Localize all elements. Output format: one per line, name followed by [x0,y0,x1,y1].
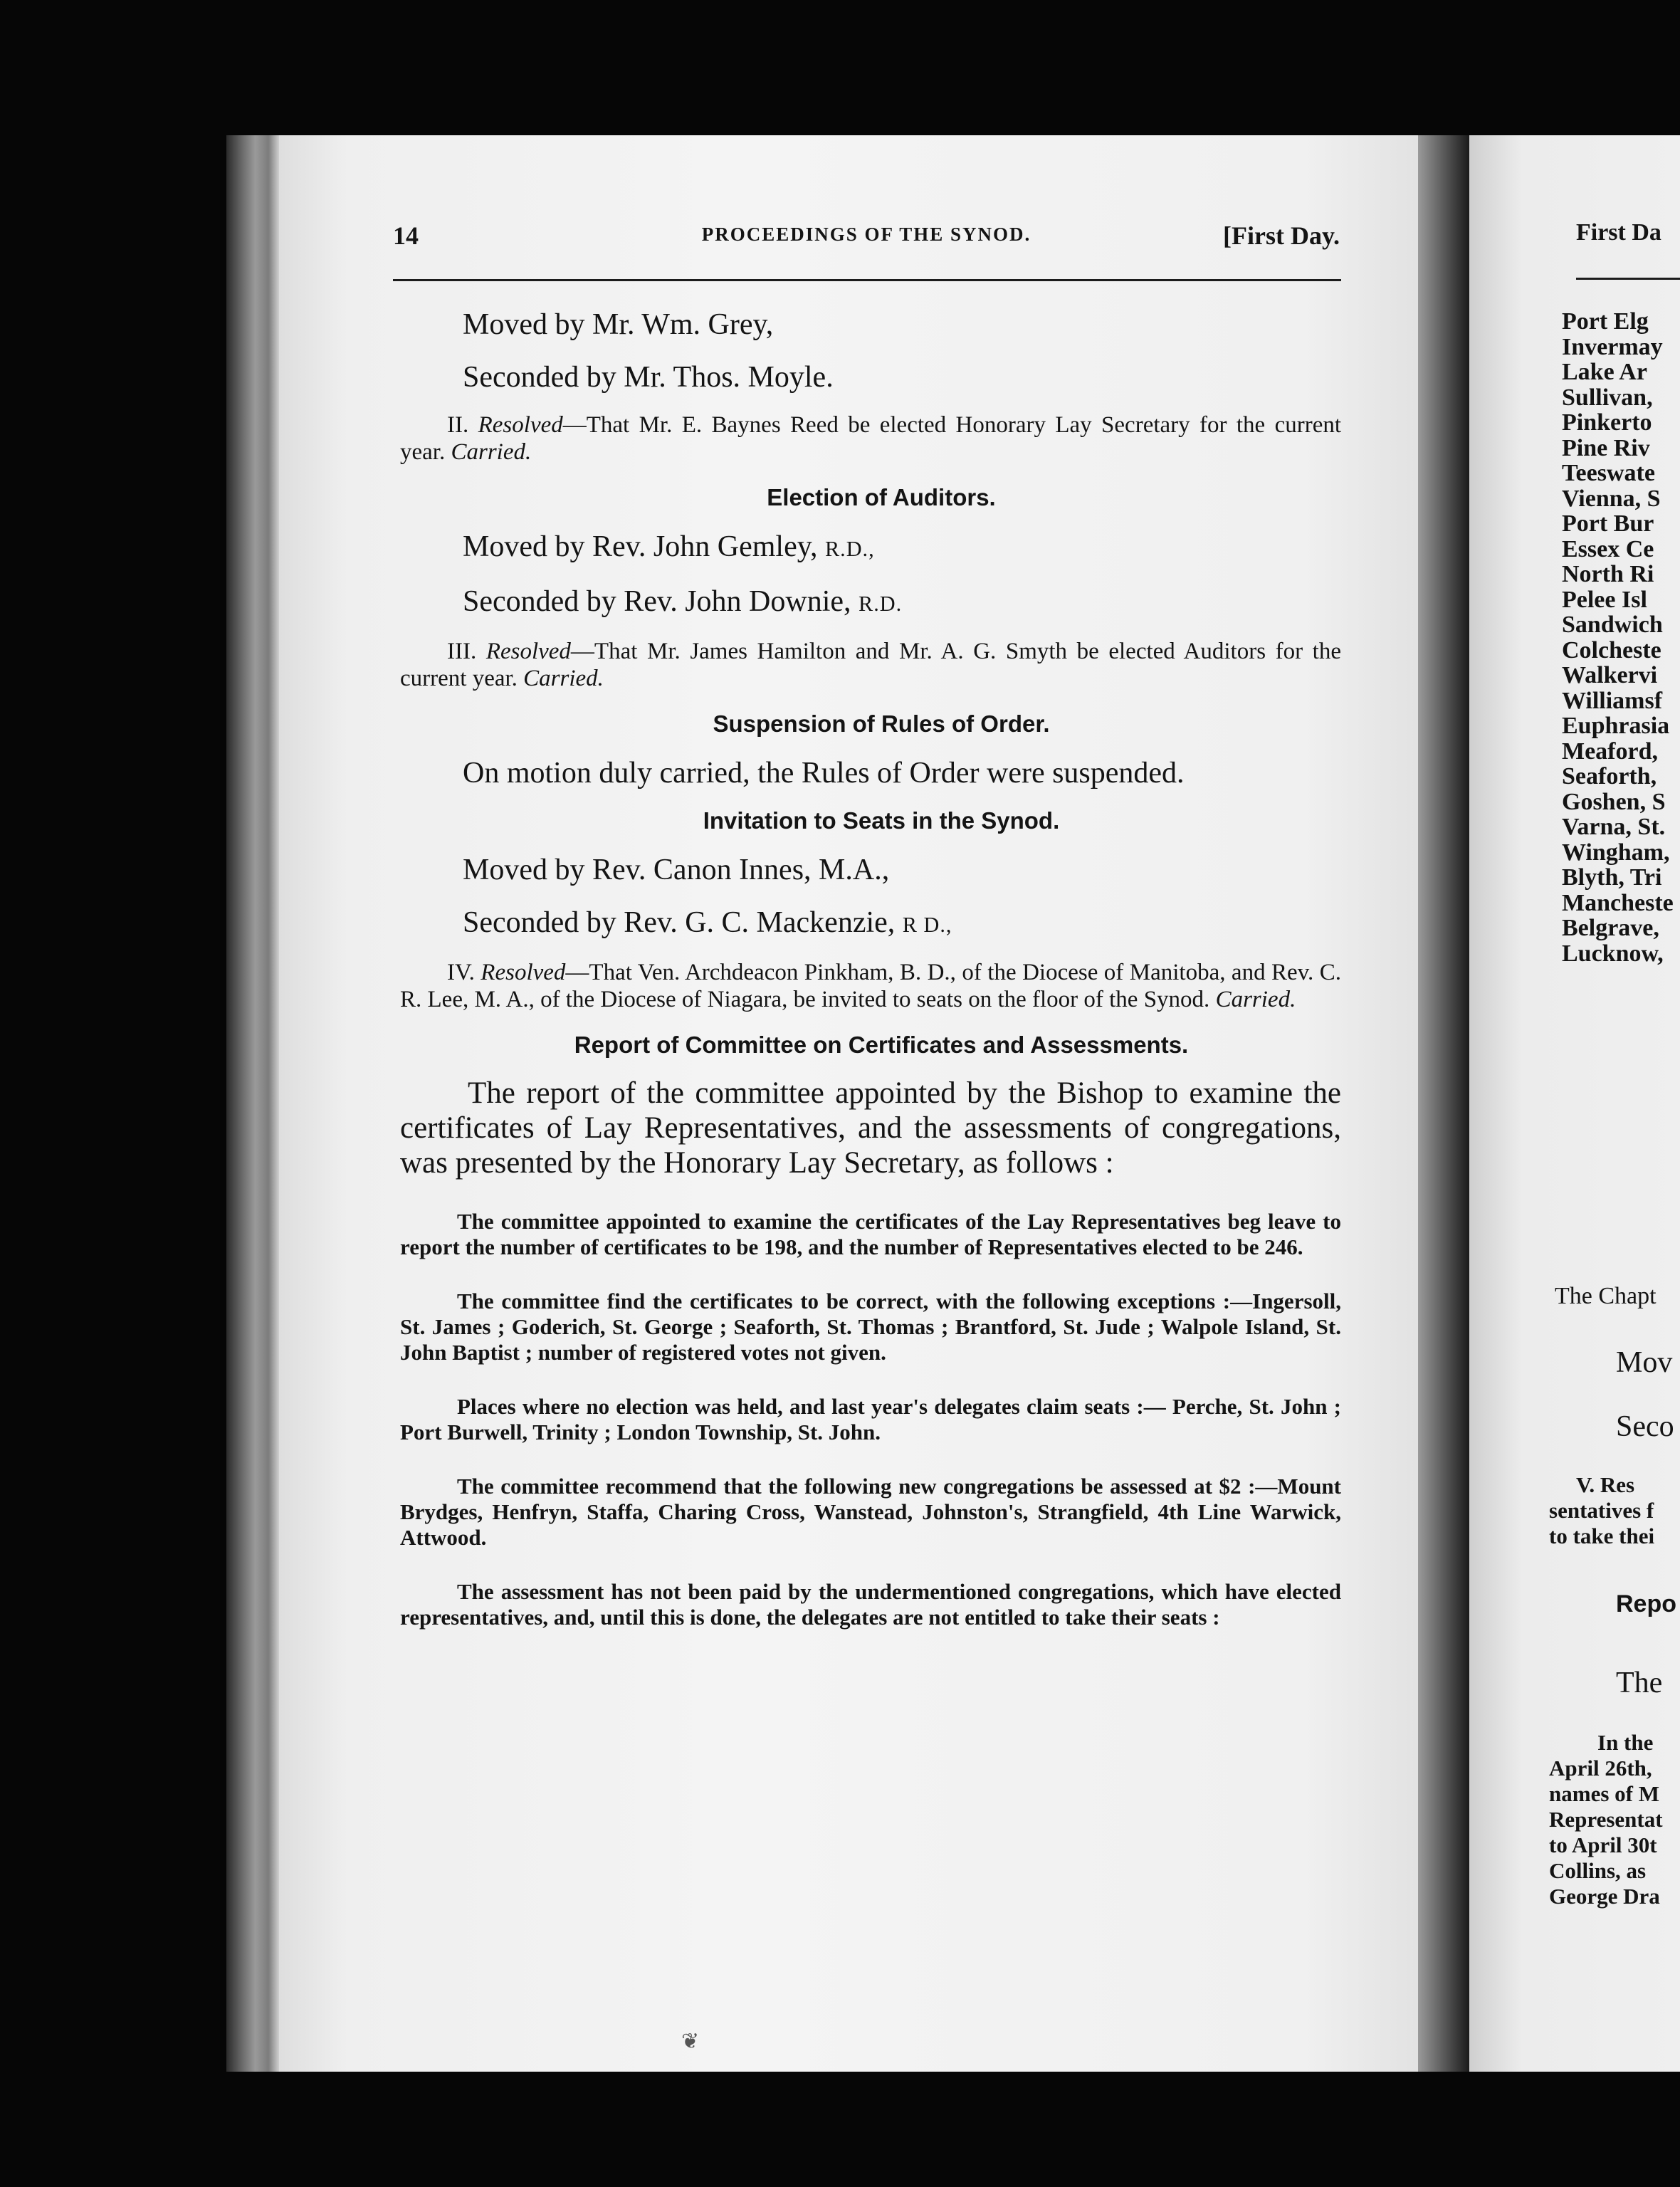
list-item: Sullivan, [1562,384,1653,411]
heading-suspension: Suspension of Rules of Order. [713,710,1050,737]
right-header-rule [1576,278,1680,280]
congregation-list [1562,309,1674,966]
list-item: Meaford, [1562,738,1659,765]
list-item: Wingham, [1562,839,1670,866]
moved-line: Moved by Mr. Wm. Grey, [463,308,774,341]
left-page [279,135,1418,2072]
paragraph-fragment: Representat [1549,1807,1663,1832]
list-item: Lucknow, [1562,940,1664,967]
paragraph-fragment: to April 30t [1549,1832,1657,1857]
list-item: Walkervi [1562,662,1658,688]
report-paragraph: The committee find the certificates to be correct, with the following exceptions :—Ingersoll, St. James ; Goderich, St. George ; Seaforth, St. Thomas ; Brantford, St. Jude ; Walpole Island, St. John Baptist ; number of registered votes not given. [400,1289,1341,1365]
heading-report: Report of Committee on Certificates and Assessments. [574,1032,1189,1058]
list-item: Teeswate [1562,460,1655,486]
list-item: Pine Riv [1562,434,1650,461]
paragraph-fragment: April 26th, [1549,1756,1652,1780]
resolution-fragment: V. Res [1576,1472,1635,1497]
ornament-icon: ❦ [681,2030,700,2053]
page-fold-shadow [1418,135,1469,2072]
right-page-fragment [1469,135,1680,2072]
list-item: Williamsf [1562,687,1663,714]
header-rule [393,279,1341,281]
moved-line-fragment: Mov [1616,1346,1673,1379]
paragraph-fragment: names of M [1549,1781,1659,1806]
report-lead: The report of the committee appointed by the Bishop to examine the certificates of Lay Representatives, and the assessments of congregations, was presented by the Honorary Lay Secretary, as follows : [400,1076,1341,1180]
resolution-2: II. Resolved—That Mr. E. Baynes Reed be elected Honorary Lay Secretary for the current year. Carried. [400,412,1342,465]
page-number: 14 [393,221,419,250]
list-item: Vienna, S [1562,485,1661,512]
list-item: Essex Ce [1562,535,1654,562]
heading-invitation: Invitation to Seats in the Synod. [703,807,1060,834]
list-item: Seaforth, [1562,763,1657,790]
resolution-fragment: to take thei [1549,1523,1655,1548]
list-item: Goshen, S [1562,788,1666,815]
report-paragraph: The assessment has not been paid by the undermentioned congregations, which have elected representatives, and, until this is done, the delegates are not entitled to take their seats : [400,1579,1341,1630]
chapter-line: The Chapt [1555,1283,1657,1309]
list-item: Mancheste [1562,889,1674,916]
list-item: Varna, St. [1562,814,1666,840]
list-item: Lake Ar [1562,359,1647,385]
suspension-text: On motion duly carried, the Rules of Order were suspended. [463,757,1185,790]
right-page-header: First Da [1576,219,1661,246]
list-item: Port Bur [1562,510,1654,537]
page-header [393,221,1340,263]
resolution-fragment: sentatives f [1549,1498,1654,1523]
list-item: Port Elg [1562,308,1649,335]
paragraph-fragment: Collins, as [1549,1858,1647,1883]
list-item: Blyth, Tri [1562,864,1662,891]
seconded-line: Seconded by Rev. John Downie, R.D. [463,585,903,618]
book-gutter [226,135,279,2072]
list-item: Belgrave, [1562,915,1659,941]
list-item: Euphrasia [1562,713,1670,739]
list-item: Pelee Isl [1562,586,1647,613]
list-item: Colcheste [1562,636,1661,664]
list-item: Pinkerto [1562,409,1652,436]
report-paragraph: The committee appointed to examine the certificates of the Lay Representatives beg leave to report the number of certificates to be 198, and the number of Representatives elected to be 246. [400,1209,1341,1259]
seconded-line: Seconded by Mr. Thos. Moyle. [463,361,834,394]
day-label: [First Day. [1223,221,1340,250]
paragraph-fragment: George Dra [1549,1884,1660,1909]
running-title: PROCEEDINGS OF THE SYNOD. [701,224,1031,245]
heading-auditors: Election of Auditors. [767,484,996,510]
page-content [400,306,1341,1659]
resolution-3: III. Resolved—That Mr. James Hamilton and Mr. A. G. Smyth be elected Auditors for the current year. Carried. [400,639,1341,691]
seconded-line: Seconded by Rev. G. C. Mackenzie, R D., [463,906,952,939]
resolution-4: IV. Resolved—That Ven. Archdeacon Pinkham, B. D., of the Diocese of Manitoba, and Rev. C. R. Lee, M. A., of the Diocese of Niagara, be invited to seats on the floor of the Synod. Carried. [400,960,1342,1012]
report-lead-fragment: The [1616,1667,1663,1699]
list-item: North Ri [1562,561,1654,587]
seconded-line-fragment: Seco [1616,1410,1674,1443]
moved-line: Moved by Rev. John Gemley, R.D., [463,530,875,563]
list-item: Invermay [1562,333,1663,360]
list-item: Sandwich [1562,612,1663,638]
report-paragraph: Places where no election was held, and last year's delegates claim seats :— Perche, St. John ; Port Burwell, Trinity ; London Township, St. John. [400,1394,1341,1444]
moved-line: Moved by Rev. Canon Innes, M.A., [463,854,890,886]
report-paragraph: The committee recommend that the following new congregations be assessed at $2 :—Mount Brydges, Henfryn, Staffa, Charing Cross, Wanstead, Johnston's, Strangfield, 4th Line Warwick, Attwood. [400,1474,1341,1550]
report-heading-fragment: Repo [1616,1590,1676,1617]
paragraph-fragment: In the [1597,1730,1654,1755]
